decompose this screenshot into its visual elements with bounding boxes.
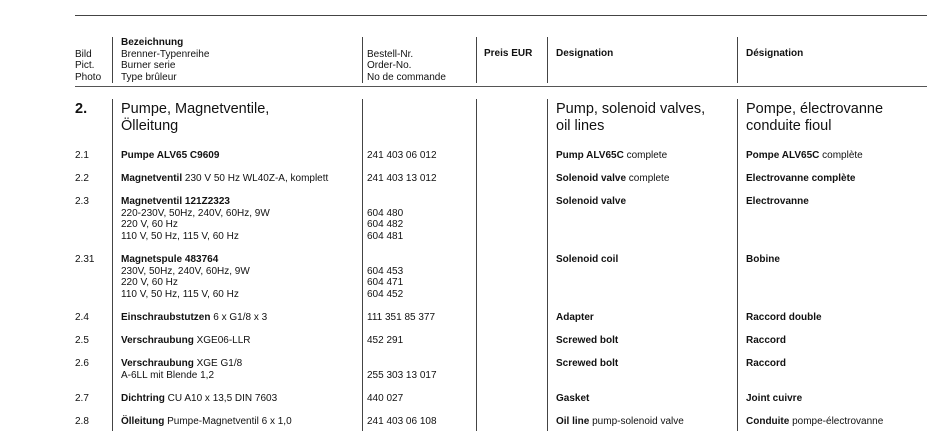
- row-designation-en-bold: Screwed bolt: [556, 358, 619, 369]
- row-description-de: [121, 150, 219, 162]
- row-description-de-bold: Pumpe ALV65 C9609: [121, 150, 220, 161]
- row-position: 2.31: [75, 254, 95, 265]
- row-designation-en: [556, 173, 669, 185]
- section-title-fr-line: Pompe, électrovanne: [746, 101, 884, 117]
- header-divider-1: [112, 37, 113, 83]
- column-divider-4: [547, 99, 548, 431]
- header-bezeichnung-title: Bezeichnung: [121, 37, 184, 48]
- header-designation-en-label: Designation: [556, 48, 614, 59]
- header-bestell-fr: No de commande: [367, 71, 446, 83]
- row-position: 2.6: [75, 358, 89, 369]
- header-divider-3: [476, 37, 477, 83]
- row-position: 2.8: [75, 416, 89, 427]
- header-bestell: [367, 37, 446, 83]
- header-designation-fr: [746, 48, 803, 60]
- row-order-number: [367, 173, 437, 185]
- header-bild-en: Pict.: [75, 60, 95, 71]
- row-designation-fr: [746, 358, 786, 370]
- row-order-number-line: [367, 358, 437, 370]
- row-position: 2.1: [75, 150, 89, 161]
- header-bestell-en: Order-No.: [367, 60, 412, 71]
- row-designation-en-bold: Solenoid valve: [556, 173, 627, 184]
- row-description-de-line: [121, 254, 250, 266]
- row-order-number: [367, 150, 437, 162]
- header-burner-fr: Type brûleur: [121, 71, 177, 83]
- column-divider-1: [112, 99, 113, 431]
- row-designation-en-bold: Pump ALV65C: [556, 150, 624, 161]
- row-description-de-line: [121, 358, 242, 370]
- section-title-en-line: Pump, solenoid valves,: [556, 101, 706, 117]
- section-number: 2.: [75, 101, 88, 117]
- header-divider-5: [737, 37, 738, 83]
- row-position: 2.3: [75, 196, 89, 207]
- header-preis: [484, 48, 532, 60]
- row-description-de-text: XGE06-LLR: [193, 335, 251, 346]
- header-bild: [75, 37, 101, 83]
- row-description-de-bold: Verschraubung: [121, 335, 194, 346]
- row-description-de-text: Pumpe-Magnetventil 6 x 1,0: [164, 416, 292, 427]
- header-bild-fr: Photo: [75, 71, 102, 83]
- row-description-de-line: A-6LL mit Blende 1,2: [121, 369, 215, 381]
- row-position: 2.7: [75, 393, 89, 404]
- row-order-number-line: 111 351 85 377: [367, 312, 436, 323]
- row-description-de: [121, 416, 292, 428]
- row-description-de-line: 230V, 50Hz, 240V, 60Hz, 9W: [121, 265, 250, 277]
- row-order-number-line: 604 471: [367, 277, 404, 288]
- row-order-number-line: 604 453: [367, 265, 404, 277]
- row-order-number-line: 604 480: [367, 207, 404, 219]
- row-designation-fr: [746, 335, 786, 347]
- row-designation-fr-bold: Electrovanne complète: [746, 173, 856, 184]
- row-description-de: [121, 393, 277, 405]
- section-title-fr-line: conduite fioul: [746, 118, 832, 134]
- row-description-de-text: 230 V 50 Hz WL40Z-A, komplett: [182, 173, 329, 184]
- row-description-de-bold: Verschraubung: [121, 358, 194, 369]
- row-designation-fr: [746, 173, 855, 185]
- row-order-number-line: 255 303 13 017: [367, 369, 437, 381]
- row-designation-fr-bold: Joint cuivre: [746, 393, 803, 404]
- section-title-en-line: oil lines: [556, 118, 605, 134]
- row-designation-en-bold: Solenoid coil: [556, 254, 619, 265]
- row-description-de-line: 110 V, 50 Hz, 115 V, 60 Hz: [121, 288, 239, 300]
- header-burner-de: Brenner-Typenreihe: [121, 48, 210, 60]
- row-description-de-line: 220 V, 60 Hz: [121, 219, 178, 230]
- row-description-de-line: 220-230V, 50Hz, 240V, 60Hz, 9W: [121, 207, 270, 219]
- header-designation-en: [556, 48, 613, 60]
- row-designation-en: [556, 335, 618, 347]
- row-description-de: [121, 196, 270, 242]
- row-description-de-bold: Ölleitung: [121, 416, 165, 427]
- row-designation-en: [556, 196, 626, 208]
- row-designation-fr-bold: Raccord double: [746, 312, 822, 323]
- header-bezeichnung: [121, 37, 209, 83]
- row-designation-en-bold: Solenoid valve: [556, 196, 627, 207]
- row-order-number: [367, 416, 437, 428]
- row-description-de-text: XGE G1/8: [193, 358, 243, 369]
- row-description-de: [121, 173, 328, 185]
- column-divider-3: [476, 99, 477, 431]
- row-order-number: [367, 393, 403, 405]
- row-designation-fr-text: complète: [819, 150, 863, 161]
- row-order-number: [367, 358, 437, 381]
- row-description-de-line: [121, 196, 270, 208]
- row-order-number-line: 604 482: [367, 219, 404, 230]
- section-title-de-line: Pumpe, Magnetventile,: [121, 101, 270, 117]
- row-designation-fr-bold: Raccord: [746, 335, 787, 346]
- row-designation-en-bold: Oil line: [556, 416, 590, 427]
- row-order-number: [367, 335, 403, 347]
- section-title-de-line: Ölleitung: [121, 118, 179, 134]
- row-designation-fr: [746, 150, 863, 162]
- row-description-de-line: [121, 173, 328, 185]
- row-designation-fr: [746, 312, 822, 324]
- row-description-de: [121, 312, 267, 324]
- row-designation-fr-bold: Conduite: [746, 416, 790, 427]
- row-description-de-text: CU A10 x 13,5 DIN 7603: [164, 393, 278, 404]
- section-title-fr: [746, 101, 883, 135]
- header-divider-4: [547, 37, 548, 83]
- row-designation-en: [556, 358, 618, 370]
- column-divider-5: [737, 99, 738, 431]
- header-rule: [75, 86, 927, 87]
- row-designation-fr: [746, 254, 780, 266]
- column-divider-2: [362, 99, 363, 431]
- row-description-de-line: 220 V, 60 Hz: [121, 277, 178, 288]
- header-bild-de: Bild: [75, 48, 92, 60]
- row-designation-en-bold: Adapter: [556, 312, 594, 323]
- row-designation-en-text: pump-solenoid valve: [589, 416, 684, 427]
- header-designation-fr-label: Désignation: [746, 48, 804, 59]
- row-description-de-line: [121, 393, 277, 405]
- row-description-de-bold: Dichtring: [121, 393, 165, 404]
- row-description-de-bold: Magnetspule 483764: [121, 254, 219, 265]
- row-order-number-line: 241 403 13 012: [367, 173, 437, 184]
- row-order-number-line: 604 481: [367, 230, 404, 242]
- row-designation-en: [556, 416, 684, 428]
- row-description-de-line: [121, 335, 251, 347]
- row-description-de-text: 6 x G1/8 x 3: [210, 312, 268, 323]
- row-designation-en: [556, 254, 618, 266]
- row-description-de-line: [121, 150, 219, 162]
- header-bestell-de: Bestell-Nr.: [367, 48, 414, 60]
- row-description-de-line: 110 V, 50 Hz, 115 V, 60 Hz: [121, 230, 239, 242]
- row-designation-fr: [746, 416, 883, 428]
- row-designation-en-bold: Gasket: [556, 393, 590, 404]
- row-description-de-bold: Einschraubstutzen: [121, 312, 211, 323]
- row-description-de-line: [121, 416, 292, 428]
- row-designation-fr: [746, 196, 809, 208]
- row-description-de: [121, 254, 250, 300]
- row-order-number-line: 452 291: [367, 335, 404, 346]
- header-burner-en: Burner serie: [121, 60, 176, 71]
- row-designation-fr-text: pompe-électrovanne: [789, 416, 884, 427]
- header-preis-label: Preis EUR: [484, 48, 533, 59]
- row-position: 2.5: [75, 335, 89, 346]
- top-rule: [75, 15, 927, 16]
- row-position: 2.4: [75, 312, 89, 323]
- row-order-number: [367, 312, 435, 324]
- row-designation-en: [556, 393, 589, 405]
- row-order-number-line: [367, 254, 403, 266]
- row-designation-en: [556, 150, 667, 162]
- row-order-number-line: 440 027: [367, 393, 404, 404]
- row-order-number-line: 241 403 06 012: [367, 150, 437, 161]
- row-order-number: [367, 254, 403, 300]
- row-description-de-bold: Magnetventil 121Z2323: [121, 196, 230, 207]
- header-divider-2: [362, 37, 363, 83]
- row-designation-fr-bold: Bobine: [746, 254, 780, 265]
- row-designation-fr: [746, 393, 802, 405]
- row-position: 2.2: [75, 173, 89, 184]
- row-description-de-line: [121, 312, 267, 324]
- row-description-de: [121, 358, 242, 381]
- row-order-number-line: 604 452: [367, 288, 404, 300]
- row-description-de: [121, 335, 251, 347]
- row-designation-en-text: complete: [626, 173, 670, 184]
- row-designation-fr-bold: Raccord: [746, 358, 787, 369]
- row-designation-en-bold: Screwed bolt: [556, 335, 619, 346]
- row-designation-fr-bold: Pompe ALV65C: [746, 150, 820, 161]
- row-order-number-line: 241 403 06 108: [367, 416, 437, 427]
- row-designation-fr-bold: Electrovanne: [746, 196, 809, 207]
- section-title-en: [556, 101, 705, 135]
- section-title-de: [121, 101, 269, 135]
- row-designation-en-text: complete: [623, 150, 668, 161]
- row-order-number: [367, 196, 403, 242]
- row-order-number-line: [367, 196, 403, 208]
- row-designation-en: [556, 312, 594, 324]
- row-description-de-bold: Magnetventil: [121, 173, 183, 184]
